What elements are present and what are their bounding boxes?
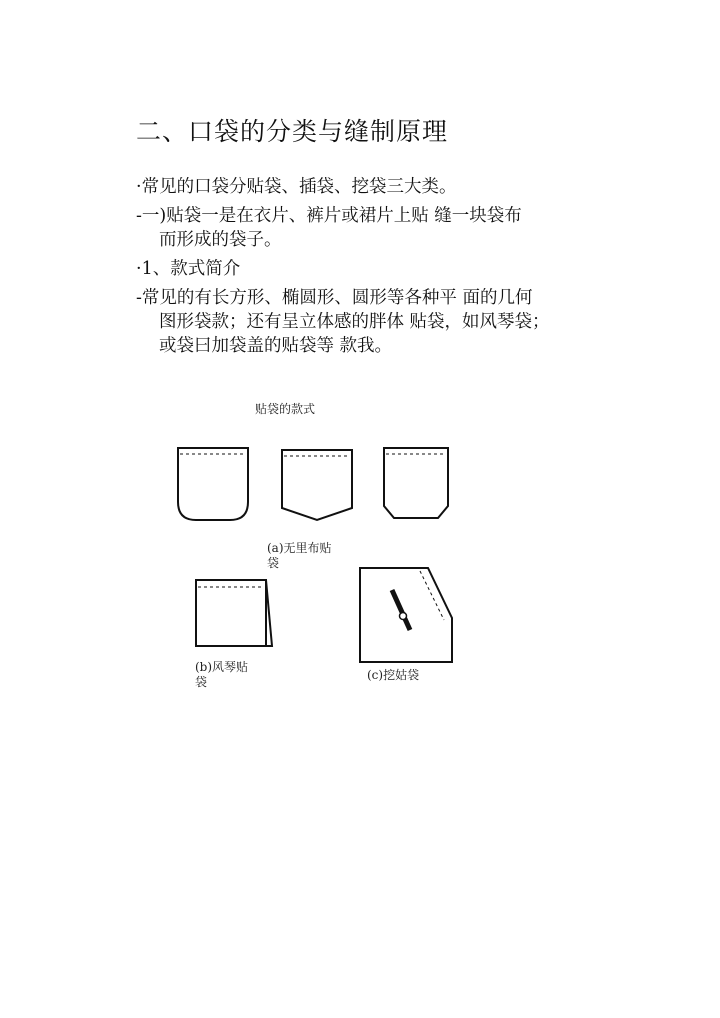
figure-caption: 贴袋的款式 (255, 402, 316, 416)
page-title: 二、口袋的分类与缝制原理 (136, 117, 449, 146)
paragraph-patch-pocket-line2: 而形成的袋子。 (159, 230, 282, 250)
section-heading-styles: ·1、款式简介 (136, 259, 241, 279)
accordion-pocket-drawing (196, 580, 272, 646)
paragraph-styles-line3: 或袋曰加袋盖的贴袋等 款我。 (159, 336, 393, 356)
chamfered-pocket-drawing (384, 448, 448, 518)
paragraph-pocket-types: ·常见的口袋分贴袋、插袋、挖袋三大类。 (136, 177, 457, 197)
paragraph-patch-pocket-line1: -一)贴袋一是在衣片、裤片或裙片上贴 缝一块袋布 (136, 206, 522, 226)
paragraph-styles-line1: -常见的有长方形、椭圆形、圆形等各种平 面的几何 (136, 288, 533, 308)
welt-pocket-drawing (360, 568, 452, 662)
paragraph-styles-line2: 图形袋款；还有呈立体感的胖体 贴袋，如风琴袋； (159, 312, 550, 332)
rounded-pocket-drawing (178, 448, 248, 520)
label-a-line1: (a)无里布贴 (267, 541, 332, 555)
label-b-line1: (b)风琴贴 (195, 660, 249, 674)
label-b-line2: 袋 (195, 675, 208, 689)
pointed-pocket-drawing (282, 450, 352, 520)
label-c: (c)挖姑袋 (367, 668, 420, 682)
label-a-line2: 袋 (267, 556, 280, 570)
